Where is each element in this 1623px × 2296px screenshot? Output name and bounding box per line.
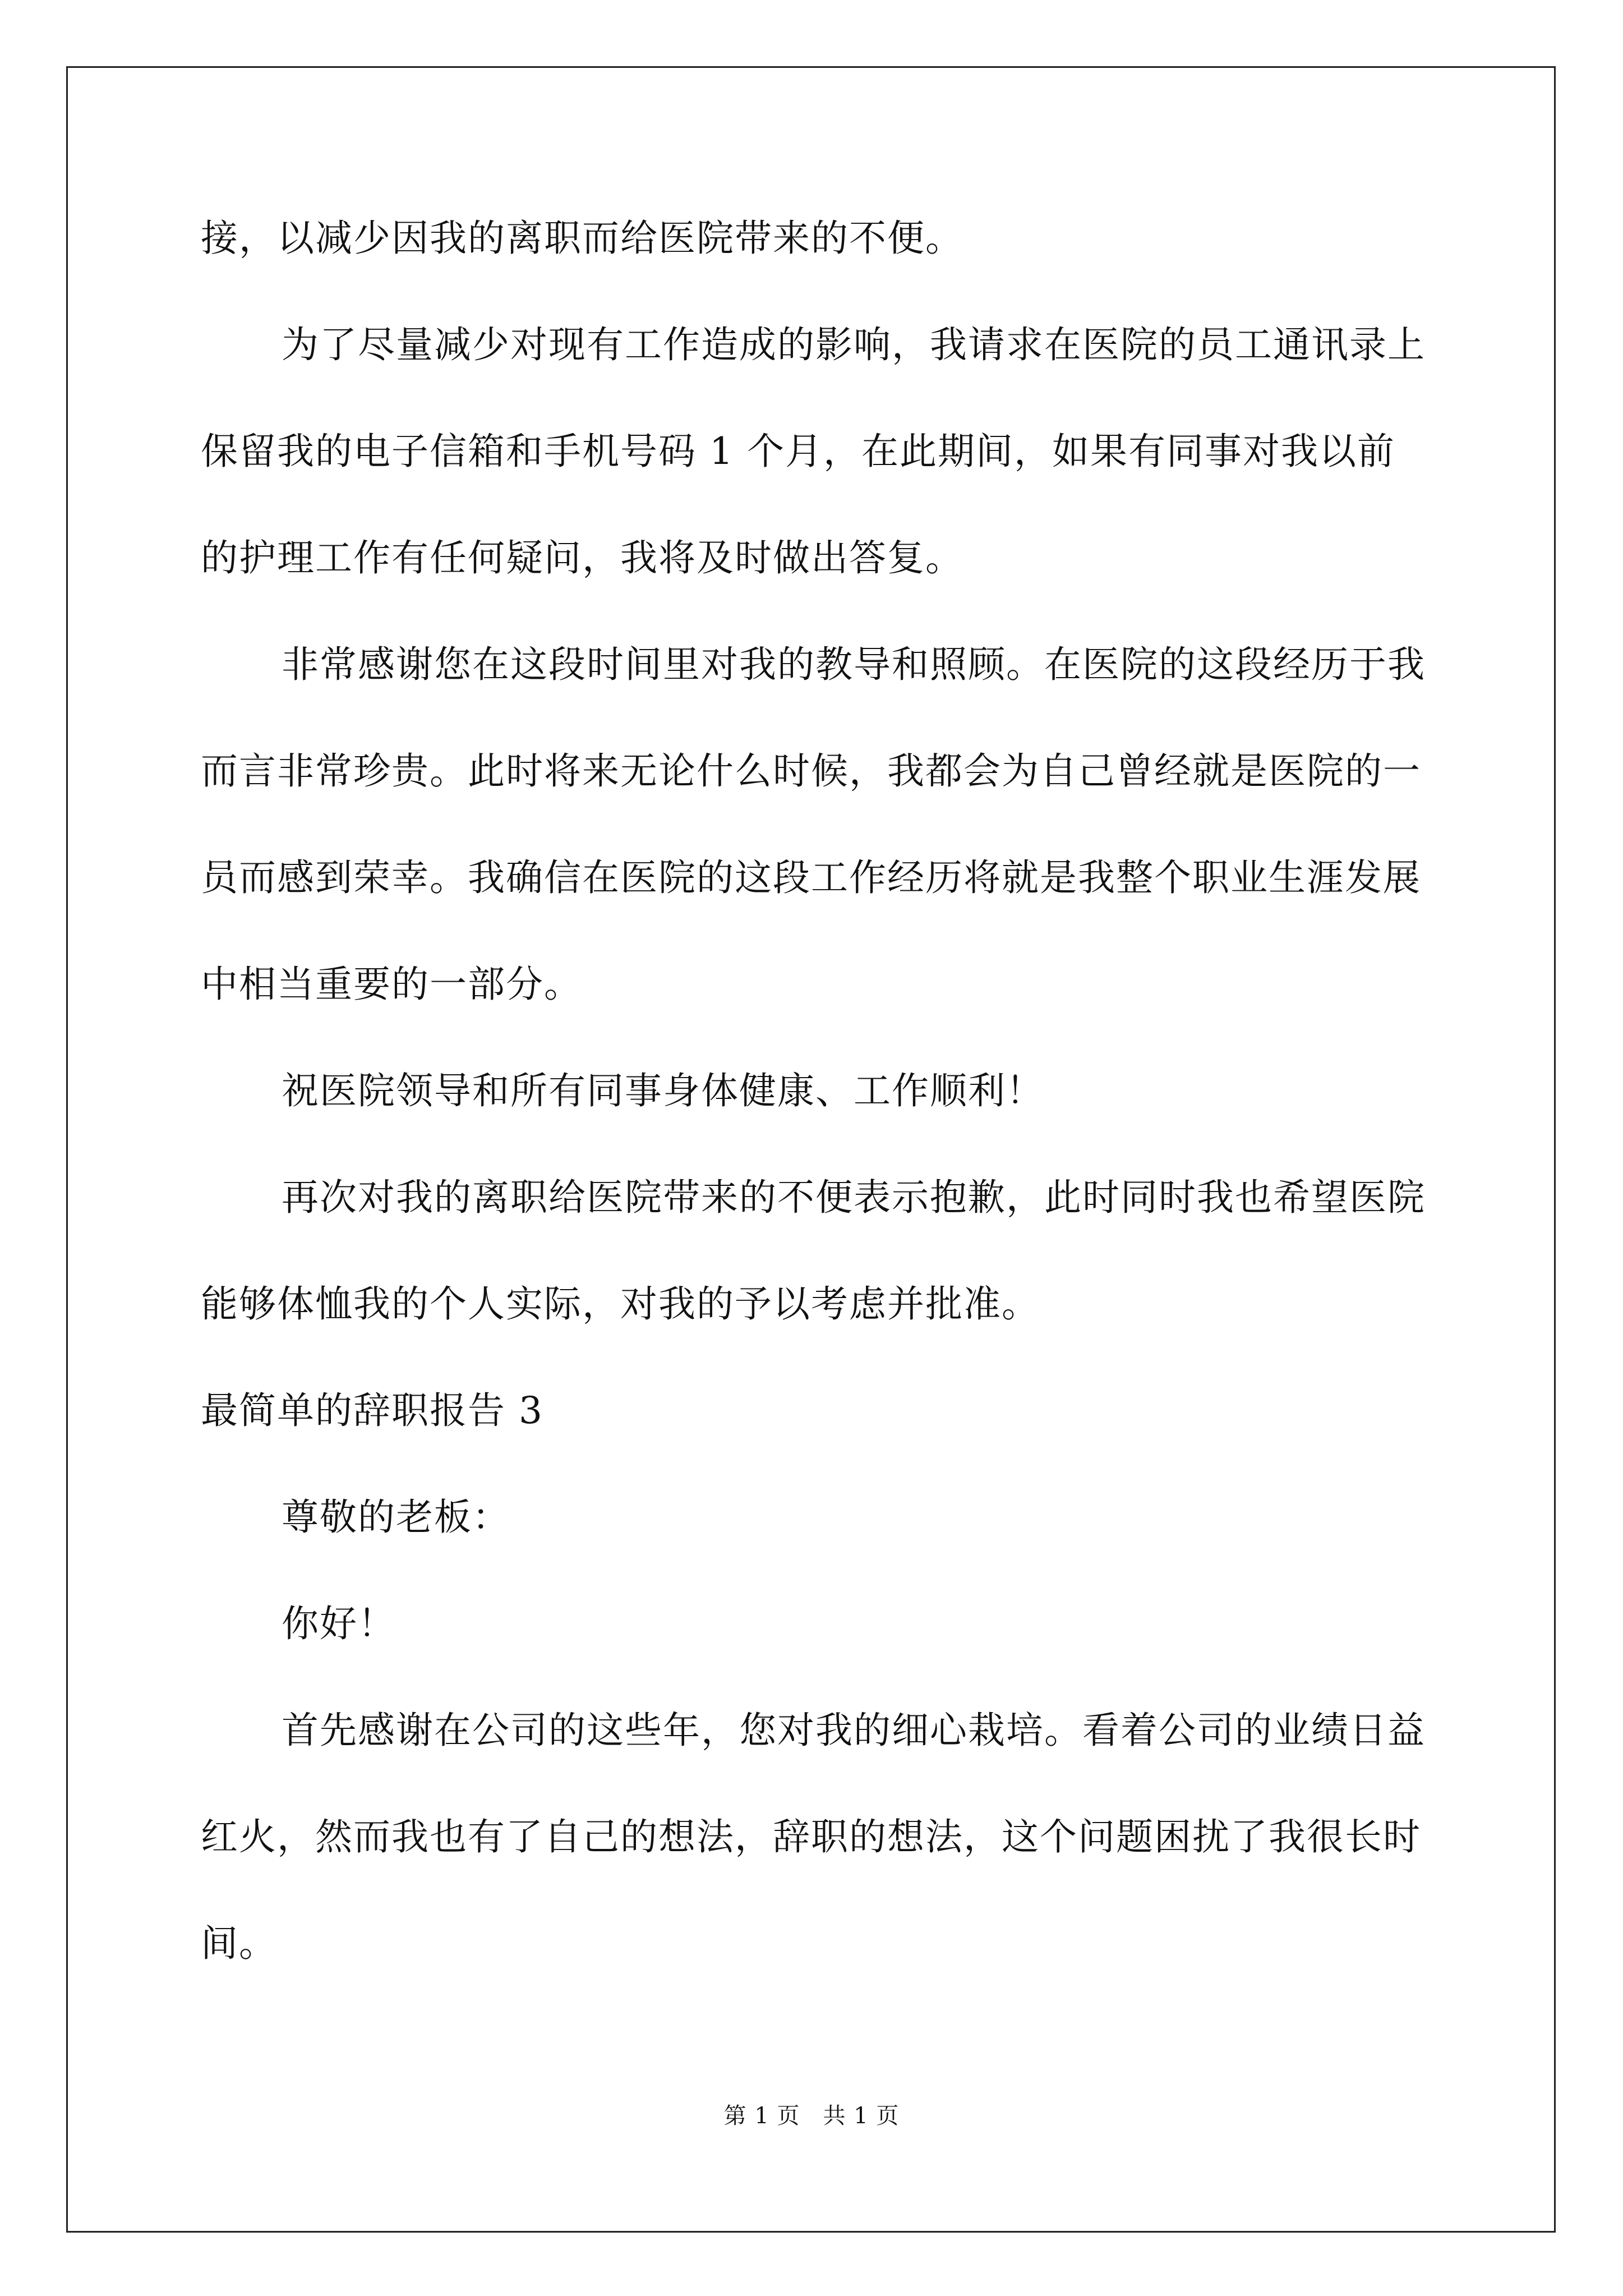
paragraph-wishes: 祝医院领导和所有同事身体健康、工作顺利！ [282, 1069, 1044, 1112]
paragraph-contact-retention: 为了尽量减少对现有工作造成的影响，我请求在医院的员工通讯录上保留我的电子信箱和手机号码 1 个月，在此期间，如果有同事对我以前的护理工作有任何疑问，我将及时做出答复。 [201, 323, 1426, 579]
paragraph-handover-end: 接，以减少因我的离职而给医院带来的不便。 [201, 217, 963, 260]
document-body [201, 185, 1429, 1997]
page-number-footer: 第 1 页 共 1 页 [723, 2103, 900, 2129]
paragraph-apology: 再次对我的离职给医院带来的不便表示抱歉，此时同时我也希望医院能够体恤我的个人实际，对我的予以考虑并批准。 [201, 1176, 1426, 1326]
paragraph-gratitude: 非常感谢您在这段时间里对我的教导和照顾。在医院的这段经历于我而言非常珍贵。此时将来无论什么时候，我都会为自己曾经就是医院的一员而感到荣幸。我确信在医院的这段工作经历将就是我整个职业生涯发展中相当重要的一部分。 [201, 643, 1426, 1006]
salutation: 尊敬的老板： [282, 1496, 510, 1539]
greeting: 你好！ [282, 1602, 396, 1645]
section-heading: 最简单的辞职报告 3 [201, 1389, 543, 1432]
paragraph-thanks-company: 首先感谢在公司的这些年，您对我的细心栽培。看着公司的业绩日益红火，然而我也有了自己的想法，辞职的想法，这个问题困扰了我很长时间。 [201, 1709, 1426, 1965]
